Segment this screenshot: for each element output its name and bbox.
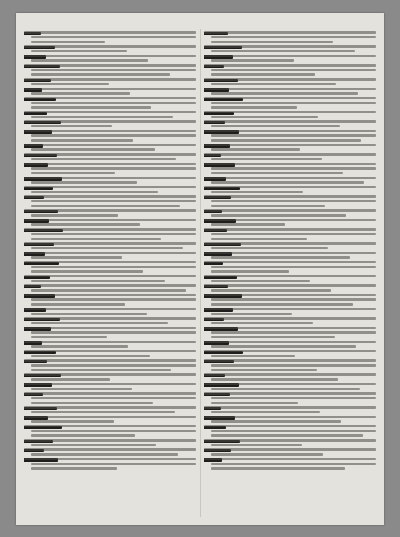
entry-text-line xyxy=(204,97,376,99)
register-entry xyxy=(24,383,196,390)
entry-text-line xyxy=(204,373,376,375)
entry-text-line xyxy=(211,158,322,160)
entry-text-line xyxy=(211,397,376,399)
entry-text-line xyxy=(211,336,335,338)
entry-text-line xyxy=(211,313,292,315)
register-entry xyxy=(204,88,376,95)
register-entry xyxy=(204,406,376,413)
entry-text-line xyxy=(211,238,307,240)
entry-text-line xyxy=(31,388,132,390)
entry-text-line xyxy=(211,430,376,432)
entry-text-line xyxy=(204,383,376,385)
register-entry xyxy=(24,308,196,315)
register-entry xyxy=(204,78,376,85)
entry-text-line xyxy=(204,177,376,179)
entry-text-line xyxy=(24,55,196,57)
entry-text-line xyxy=(211,73,315,75)
entry-text-line xyxy=(31,125,112,127)
entry-text-line xyxy=(24,317,196,319)
entry-text-line xyxy=(204,78,376,80)
entry-text-line xyxy=(211,50,355,52)
register-entry xyxy=(204,308,376,315)
entry-text-line xyxy=(31,444,156,446)
entry-text-line xyxy=(31,256,122,258)
entry-text-line xyxy=(211,256,350,258)
entry-text-line xyxy=(31,205,180,207)
entry-text-line xyxy=(24,341,196,343)
entry-text-line xyxy=(211,200,376,202)
entry-text-line xyxy=(24,416,196,418)
entry-text-line xyxy=(211,116,318,118)
entry-text-line xyxy=(211,102,376,104)
entry-text-line xyxy=(204,359,376,361)
entry-text-line xyxy=(211,402,298,404)
register-entry xyxy=(24,359,196,371)
entry-text-line xyxy=(24,392,196,394)
register-entry xyxy=(24,294,196,306)
entry-text-line xyxy=(204,317,376,319)
entry-text-line xyxy=(204,294,376,296)
register-entry xyxy=(24,209,196,216)
entry-text-line xyxy=(31,331,196,333)
register-entry xyxy=(204,31,376,43)
register-entry xyxy=(204,416,376,423)
entry-text-line xyxy=(204,242,376,244)
entry-text-line xyxy=(211,270,289,272)
entry-text-line xyxy=(211,83,336,85)
register-entry xyxy=(24,392,196,404)
register-entry xyxy=(24,242,196,249)
entry-text-line xyxy=(31,181,137,183)
entry-text-line xyxy=(31,116,173,118)
entry-text-line xyxy=(211,355,295,357)
entry-text-line xyxy=(211,167,376,169)
entry-text-line xyxy=(204,439,376,441)
entry-text-line xyxy=(204,153,376,155)
entry-text-line xyxy=(211,191,303,193)
entry-text-line xyxy=(211,233,376,235)
register-entry xyxy=(204,209,376,216)
entry-text-line xyxy=(31,430,196,432)
entry-text-line xyxy=(211,289,331,291)
register-entry xyxy=(204,392,376,404)
register-entry xyxy=(24,111,196,118)
entry-text-line xyxy=(204,458,376,460)
entry-text-line xyxy=(211,378,338,380)
entry-text-line xyxy=(24,78,196,80)
entry-text-line xyxy=(31,214,118,216)
register-entry xyxy=(24,317,196,324)
entry-text-line xyxy=(211,434,363,436)
entry-text-line xyxy=(24,439,196,441)
entry-text-line xyxy=(31,355,150,357)
entry-text-line xyxy=(24,219,196,221)
register-entry xyxy=(24,88,196,95)
entry-text-line xyxy=(204,252,376,254)
entry-text-line xyxy=(211,467,345,469)
register-entry xyxy=(24,448,196,455)
entry-text-line xyxy=(211,303,353,305)
register-entry xyxy=(24,78,196,85)
entry-text-line xyxy=(211,369,317,371)
entry-text-line xyxy=(204,219,376,221)
register-entry xyxy=(204,144,376,151)
entry-text-line xyxy=(204,228,376,230)
register-entry xyxy=(204,448,376,455)
entry-text-line xyxy=(204,448,376,450)
entry-text-line xyxy=(24,177,196,179)
entry-text-line xyxy=(211,59,294,61)
entry-text-line xyxy=(31,134,196,136)
entry-text-line xyxy=(24,111,196,113)
register-entry xyxy=(24,97,196,109)
entry-text-line xyxy=(204,120,376,122)
register-entry xyxy=(204,275,376,282)
entry-text-line xyxy=(211,92,358,94)
register-entry xyxy=(204,120,376,127)
entry-text-line xyxy=(24,284,196,286)
entry-text-line xyxy=(24,209,196,211)
entry-text-line xyxy=(211,420,341,422)
register-entry xyxy=(204,97,376,109)
entry-text-line xyxy=(31,36,196,38)
register-entry xyxy=(204,195,376,207)
entry-text-line xyxy=(31,148,155,150)
entry-text-line xyxy=(31,420,114,422)
entry-text-line xyxy=(204,406,376,408)
entry-text-line xyxy=(24,144,196,146)
register-entry xyxy=(204,111,376,118)
entry-text-line xyxy=(31,298,196,300)
entry-text-line xyxy=(31,369,171,371)
entry-text-line xyxy=(24,406,196,408)
entry-text-line xyxy=(211,148,300,150)
entry-text-line xyxy=(31,289,186,291)
register-entry xyxy=(24,144,196,151)
register-entry xyxy=(204,317,376,324)
entry-text-line xyxy=(31,73,170,75)
register-entry xyxy=(24,163,196,175)
entry-text-line xyxy=(211,214,346,216)
entry-text-line xyxy=(211,411,320,413)
register-entry xyxy=(204,64,376,76)
entry-text-line xyxy=(204,195,376,197)
register-entry xyxy=(204,228,376,240)
register-page xyxy=(16,13,384,525)
entry-text-line xyxy=(211,322,313,324)
entry-text-line xyxy=(24,120,196,122)
entry-text-line xyxy=(24,458,196,460)
entry-text-line xyxy=(24,252,196,254)
register-entry xyxy=(204,163,376,175)
register-entry xyxy=(24,219,196,226)
entry-text-line xyxy=(31,463,196,465)
register-entry xyxy=(204,341,376,348)
entry-text-line xyxy=(211,444,302,446)
entry-text-line xyxy=(31,467,117,469)
register-entry xyxy=(204,350,376,357)
register-entry xyxy=(204,252,376,259)
entry-text-line xyxy=(211,139,361,141)
entry-text-line xyxy=(24,97,196,99)
entry-text-line xyxy=(31,158,176,160)
entry-text-line xyxy=(24,130,196,132)
register-entry xyxy=(24,177,196,184)
entry-text-line xyxy=(31,303,125,305)
entry-text-line xyxy=(211,298,376,300)
entry-text-line xyxy=(24,373,196,375)
register-entry xyxy=(204,45,376,52)
entry-text-line xyxy=(24,359,196,361)
register-entry xyxy=(24,55,196,62)
entry-text-line xyxy=(31,364,196,366)
entry-text-line xyxy=(31,106,151,108)
entry-text-line xyxy=(31,59,148,61)
entry-text-line xyxy=(211,125,340,127)
register-entry xyxy=(24,261,196,273)
register-entry xyxy=(24,425,196,437)
entry-text-line xyxy=(211,331,376,333)
entry-text-line xyxy=(31,270,143,272)
register-entry xyxy=(204,425,376,437)
register-entry xyxy=(204,153,376,160)
entry-text-line xyxy=(24,153,196,155)
entry-text-line xyxy=(24,242,196,244)
entry-text-line xyxy=(31,397,196,399)
entry-text-line xyxy=(211,106,297,108)
entry-text-line xyxy=(24,327,196,329)
entry-text-line xyxy=(211,266,376,268)
entry-text-line xyxy=(31,102,196,104)
register-entry xyxy=(204,458,376,470)
entry-text-line xyxy=(31,200,196,202)
entry-text-line xyxy=(211,134,376,136)
entry-text-line xyxy=(24,45,196,47)
register-entry xyxy=(204,294,376,306)
entry-text-line xyxy=(31,50,127,52)
entry-text-line xyxy=(24,31,196,33)
entry-text-line xyxy=(31,453,178,455)
entry-text-line xyxy=(31,247,183,249)
register-column-right xyxy=(204,29,376,519)
register-entry xyxy=(24,406,196,413)
entry-text-line xyxy=(31,41,105,43)
entry-text-line xyxy=(24,383,196,385)
entry-text-line xyxy=(204,64,376,66)
register-entry xyxy=(24,341,196,348)
register-entry xyxy=(204,439,376,446)
register-entry xyxy=(204,242,376,249)
entry-text-line xyxy=(31,322,168,324)
entry-text-line xyxy=(24,195,196,197)
register-entry xyxy=(24,275,196,282)
register-entry xyxy=(24,439,196,446)
entry-text-line xyxy=(211,453,323,455)
register-entry xyxy=(204,261,376,273)
entry-text-line xyxy=(31,167,196,169)
register-entry xyxy=(204,219,376,226)
entry-text-line xyxy=(211,41,333,43)
register-entry xyxy=(24,284,196,291)
register-entry xyxy=(24,120,196,127)
entry-text-line xyxy=(204,416,376,418)
entry-text-line xyxy=(204,341,376,343)
entry-text-line xyxy=(31,139,133,141)
entry-text-line xyxy=(31,69,196,71)
entry-text-line xyxy=(31,280,165,282)
entry-text-line xyxy=(204,88,376,90)
entry-text-line xyxy=(211,364,376,366)
entry-text-line xyxy=(211,247,328,249)
entry-text-line xyxy=(31,336,107,338)
register-entry xyxy=(24,45,196,52)
register-entry xyxy=(24,153,196,160)
entry-text-line xyxy=(211,172,343,174)
register-entry xyxy=(24,64,196,76)
register-entry xyxy=(24,373,196,380)
entry-text-line xyxy=(24,163,196,165)
entry-text-line xyxy=(211,36,376,38)
register-entry xyxy=(24,130,196,142)
register-entry xyxy=(204,383,376,390)
entry-text-line xyxy=(204,144,376,146)
register-entry xyxy=(204,284,376,291)
entry-text-line xyxy=(31,411,175,413)
entry-text-line xyxy=(24,88,196,90)
register-entry xyxy=(24,327,196,339)
entry-text-line xyxy=(31,378,110,380)
entry-text-line xyxy=(204,45,376,47)
register-column-left xyxy=(24,29,196,519)
entry-text-line xyxy=(204,31,376,33)
entry-text-line xyxy=(31,233,196,235)
entry-text-line xyxy=(211,205,325,207)
register-entry xyxy=(24,416,196,423)
register-entry xyxy=(24,228,196,240)
register-entry xyxy=(24,350,196,357)
entry-text-line xyxy=(204,327,376,329)
entry-text-line xyxy=(211,388,360,390)
register-entry xyxy=(24,252,196,259)
register-entry xyxy=(24,195,196,207)
entry-text-line xyxy=(24,294,196,296)
register-entry xyxy=(204,177,376,184)
entry-text-line xyxy=(31,434,135,436)
entry-text-line xyxy=(31,223,140,225)
register-entry xyxy=(204,130,376,142)
entry-text-line xyxy=(204,261,376,263)
entry-text-line xyxy=(204,308,376,310)
entry-text-line xyxy=(204,130,376,132)
register-entry xyxy=(204,55,376,62)
entry-text-line xyxy=(24,308,196,310)
entry-text-line xyxy=(204,392,376,394)
register-entry xyxy=(204,373,376,380)
entry-text-line xyxy=(204,209,376,211)
entry-text-line xyxy=(31,402,153,404)
entry-text-line xyxy=(211,280,310,282)
entry-text-line xyxy=(204,425,376,427)
entry-text-line xyxy=(211,69,376,71)
entry-text-line xyxy=(31,172,115,174)
column-divider xyxy=(200,29,201,517)
entry-text-line xyxy=(31,83,109,85)
entry-text-line xyxy=(24,64,196,66)
entry-text-line xyxy=(211,223,285,225)
entry-text-line xyxy=(24,228,196,230)
register-entry xyxy=(204,327,376,339)
entry-text-line xyxy=(31,191,158,193)
entry-text-line xyxy=(31,92,130,94)
register-entry xyxy=(24,458,196,470)
entry-text-line xyxy=(204,284,376,286)
register-entry xyxy=(204,186,376,193)
entry-text-line xyxy=(24,448,196,450)
register-entry xyxy=(204,359,376,371)
entry-text-line xyxy=(204,55,376,57)
entry-text-line xyxy=(31,313,147,315)
register-entry xyxy=(24,31,196,43)
entry-text-line xyxy=(211,181,364,183)
entry-text-line xyxy=(31,266,196,268)
register-entry xyxy=(24,186,196,193)
entry-text-line xyxy=(211,463,376,465)
entry-text-line xyxy=(204,163,376,165)
entry-text-line xyxy=(31,238,161,240)
entry-text-line xyxy=(211,345,356,347)
entry-text-line xyxy=(31,345,128,347)
